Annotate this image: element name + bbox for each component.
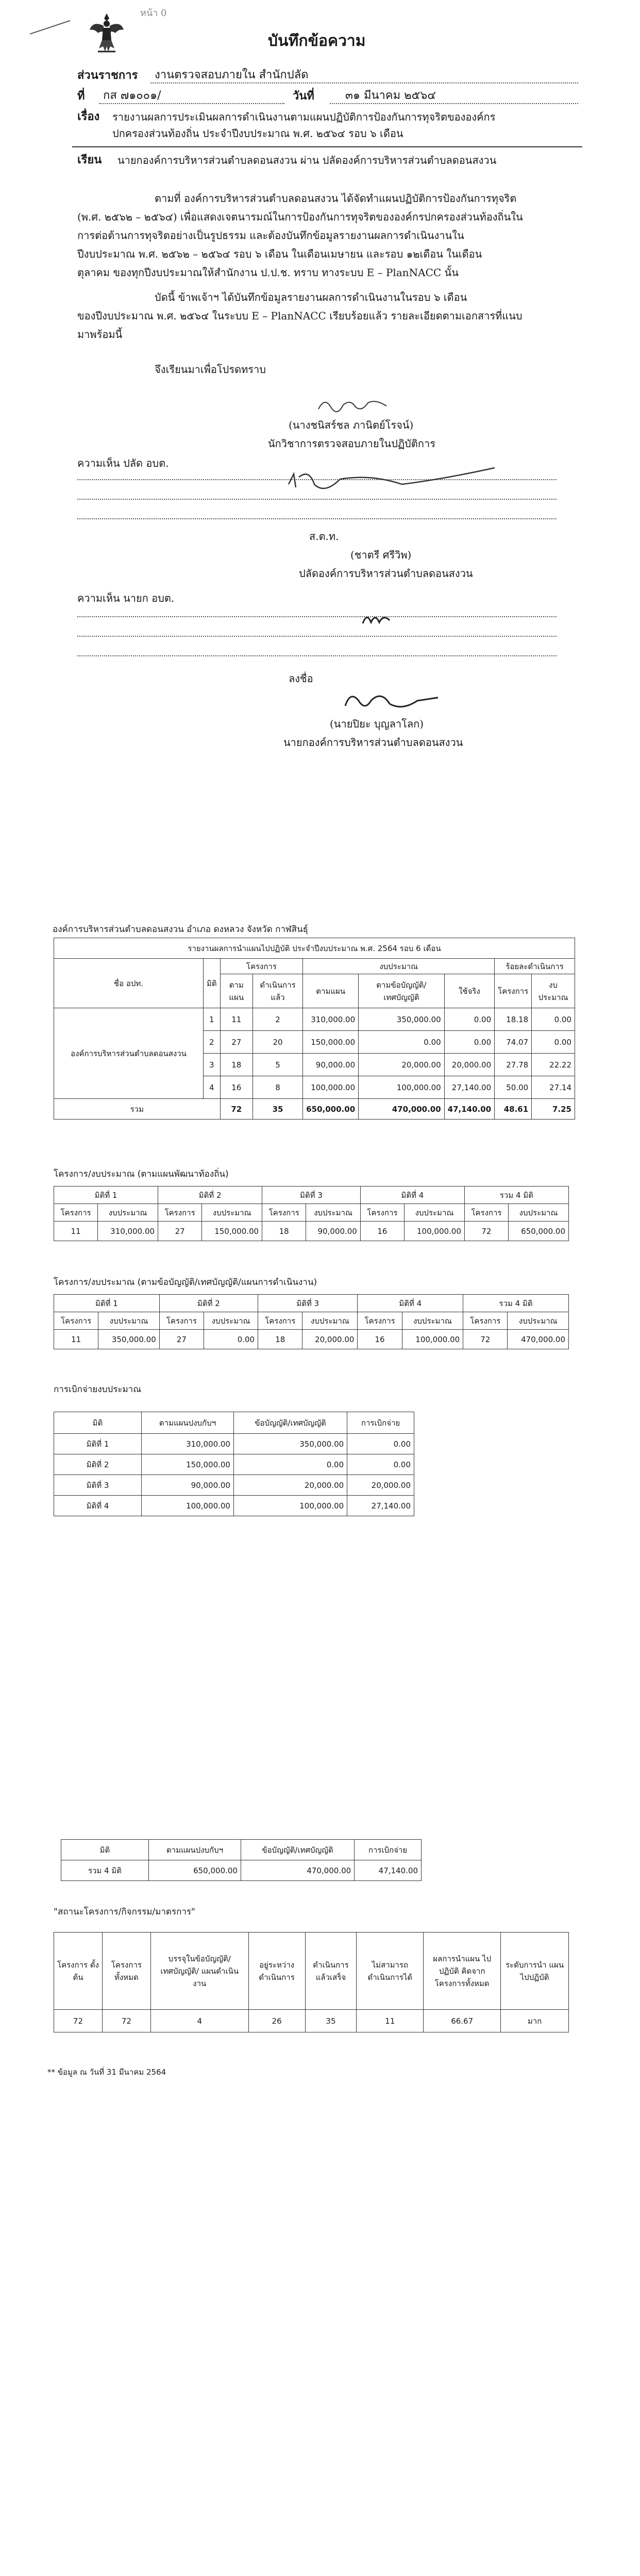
approved-table: มิติที่ 1 มิติที่ 2 มิติที่ 3 มิติที่ 4 รวม 4 มิติ โครงการ งบประมาณ โครงการ งบประมาณ โครงการ งบประมาณ โครงการ งบประมาณ โครงการ งบประมาณ 11 350,000.00 27 0.00 18 20,000.00 16 100,000.00 72 470,000.00 bbox=[54, 1294, 569, 1349]
sign-label: ลงชื่อ bbox=[289, 672, 313, 685]
table-row: 4 16 8 100,000.00 100,000.00 27,140.00 50.00 27.14 bbox=[54, 1076, 575, 1099]
ref-label: ที่ bbox=[77, 89, 85, 103]
disburse-table: มิติ ตามแผนปงบกับฯ ข้อบัญญัติ/เทศบัญญัติ การเบิกจ่าย มิติที่ 1 310,000.00 350,000.00 0.00 มิติที่ 2 150,000.00 0.00 0.00 มิติที่ 3 90,000.00 20,000.00 20,000.00 มิติที่ 4 100,000.00 100,000.00 27,140.00 bbox=[54, 1412, 414, 1516]
table-row: รวม 4 มิติ 650,000.00 470,000.00 47,140.00 bbox=[61, 1860, 422, 1881]
signature-2-icon bbox=[278, 464, 515, 510]
org-name-cell: องค์การบริหารส่วนตำบลดอนสงวน bbox=[54, 1008, 204, 1099]
plan-table: มิติที่ 1 มิติที่ 2 มิติที่ 3 มิติที่ 4 รวม 4 มิติ โครงการ งบประมาณ โครงการ งบประมาณ โครงการ งบประมาณ โครงการ งบประมาณ โครงการ งบประมาณ 11 310,000.00 27 150,000.00 18 90,000.00 16 100,000.00 72 650,000.00 bbox=[54, 1186, 569, 1241]
table-row: 72 72 4 26 35 11 66.67 มาก bbox=[54, 2010, 569, 2032]
approved-table-title: โครงการ/งบประมาณ (ตามข้อบัญญัติ/เทศบัญญัติ/แผนการดำเนินงาน) bbox=[54, 1277, 317, 1287]
para1-line-4: ปีงบประมาณ พ.ศ. ๒๕๖๒ – ๒๕๖๔ รอบ ๖ เดือน ในเดือนเมษายน และรอบ ๑๒เดือน ในเดือน bbox=[77, 248, 482, 260]
table-row: 3 18 5 90,000.00 20,000.00 20,000.00 27.78 22.22 bbox=[54, 1054, 575, 1076]
col-dim: มิติ bbox=[204, 959, 221, 1008]
col-org: ชื่อ อปท. bbox=[54, 959, 204, 1008]
col-pct-budget: งบประมาณ bbox=[532, 974, 575, 1008]
col-budget-used: ใช้จริง bbox=[444, 974, 494, 1008]
agency-label: ส่วนราชการ bbox=[77, 69, 138, 82]
plan-table-title: โครงการ/งบประมาณ (ตามแผนพัฒนาท้องถิ่น) bbox=[54, 1169, 229, 1179]
para2-line-3: มาพร้อมนี้ bbox=[77, 328, 123, 341]
para1-line-1: ตามที่ องค์การบริหารส่วนตำบลดอนสงวน ได้จัดทำแผนปฏิบัติการป้องกันการทุจริต bbox=[155, 192, 517, 205]
group-percent: ร้อยละดำเนินการ bbox=[495, 959, 575, 974]
para1-line-3: การต่อต้านการทุจริตอย่างเป็นรูปธรรม และต้องบันทึกข้อมูลรายงานผลการดำเนินงานใน bbox=[77, 229, 464, 242]
main-table-title: รายงานผลการนำแผนไปปฏิบัติ ประจำปีงบประมาณ พ.ศ. 2564 รอบ 6 เดือน bbox=[54, 938, 575, 959]
ref-value: กส ๗๑๐๐๑/ bbox=[103, 89, 161, 102]
signer3-position: นายกองค์การบริหารส่วนตำบลดอนสงวน bbox=[283, 736, 463, 749]
col-budget-approved: ตามข้อบัญญัติ/ เทศบัญญัติ bbox=[359, 974, 445, 1008]
signature-3-icon bbox=[361, 608, 392, 629]
para2-line-1: บัดนี้ ข้าพเจ้าฯ ได้บันทึกข้อมูลรายงานผลการดำเนินงานในรอบ ๖ เดือน bbox=[155, 291, 467, 303]
disburse-table-title: การเบิกจ่ายงบประมาณ bbox=[54, 1384, 141, 1395]
subject-line-2: ปกครองส่วนท้องถิ่น ประจำปีงบประมาณ พ.ศ. ๒๕๖๔ รอบ ๖ เดือน bbox=[112, 127, 403, 140]
org-header: องค์การบริหารส่วนตำบลดอนสงวน อำเภอ ดงหลวง จังหวัด กาฬสินธุ์ bbox=[53, 924, 309, 935]
table-row: 11 350,000.00 27 0.00 18 20,000.00 16 100,000.00 72 470,000.00 bbox=[54, 1330, 569, 1349]
col-plan: ตามแผน bbox=[220, 974, 252, 1008]
table-row: มิติที่ 1 310,000.00 350,000.00 0.00 bbox=[54, 1434, 414, 1454]
subject-line-1: รายงานผลการประเมินผลการดำเนินงานตามแผนปฏิบัติการป้องกันการทุจริตขององค์กร bbox=[112, 111, 496, 123]
table-row: มิติที่ 3 90,000.00 20,000.00 20,000.00 bbox=[54, 1475, 414, 1496]
main-report-table bbox=[54, 938, 575, 1120]
col-pct-project: โครงการ bbox=[495, 974, 532, 1008]
stamp-strike bbox=[30, 20, 71, 37]
table-row: 2 27 20 150,000.00 0.00 0.00 74.07 0.00 bbox=[54, 1031, 575, 1054]
table-row: มิติที่ 4 100,000.00 100,000.00 27,140.00 bbox=[54, 1496, 414, 1516]
col-done: ดำเนินการแล้ว bbox=[252, 974, 302, 1008]
group-project: โครงการ bbox=[220, 959, 303, 974]
table-row: 11 310,000.00 27 150,000.00 18 90,000.00 16 100,000.00 72 650,000.00 bbox=[54, 1222, 569, 1241]
total-disburse-table: มิติ ตามแผนปงบกับฯ ข้อบัญญัติ/เทศบัญญัติ การเบิกจ่าย รวม 4 มิติ 650,000.00 470,000.00 47,140.00 bbox=[61, 1839, 422, 1881]
para1-line-5: ตุลาคม ของทุกปีงบประมาณให้สำนักงาน ป.ป.ช. ทราบ ทางระบบ E – PlanNACC นั้น bbox=[77, 266, 459, 279]
status-table-title: "สถานะโครงการ/กิจกรรม/มาตรการ" bbox=[54, 1907, 195, 1917]
signer3-name: (นายปิยะ บุญลาโลก) bbox=[330, 718, 424, 730]
memo-page bbox=[0, 0, 640, 907]
subject-label: เรื่อง bbox=[77, 110, 100, 123]
date-value: ๓๑ มีนาคม ๒๕๖๔ bbox=[345, 89, 436, 102]
footnote: ** ข้อมูล ณ วันที่ 31 มีนาคม 2564 bbox=[47, 2067, 166, 2077]
signer1-position: นักวิชาการตรวจสอบภายในปฏิบัติการ bbox=[268, 437, 435, 450]
to-label: เรียน bbox=[77, 153, 102, 166]
signer2-prefix: ส.ต.ท. bbox=[309, 530, 339, 543]
total-row: รวม 72 35 650,000.00 470,000.00 47,140.00 48.61 7.25 bbox=[54, 1099, 575, 1120]
opinion2-label: ความเห็น นายก อบต. bbox=[77, 592, 175, 604]
col-budget-plan: ตามแผน bbox=[303, 974, 359, 1008]
group-budget: งบประมาณ bbox=[303, 959, 495, 974]
para1-line-2: (พ.ศ. ๒๕๖๒ – ๒๕๖๔) เพื่อแสดงเจตนารมณ์ในการป้องกันการทุจริตขององค์กรปกครองส่วนท้องถิ่นใน bbox=[77, 211, 523, 223]
signature-1-icon bbox=[314, 392, 392, 417]
agency-value: งานตรวจสอบภายใน สำนักปลัด bbox=[155, 69, 309, 81]
memo-title: บันทึกข้อความ bbox=[268, 32, 366, 50]
signer2-position: ปลัดองค์การบริหารส่วนตำบลดอนสงวน bbox=[299, 567, 473, 580]
table-row: องค์การบริหารส่วนตำบลดอนสงวน 1 11 2 310,000.00 350,000.00 0.00 18.18 0.00 bbox=[54, 1008, 575, 1031]
para2-line-2: ของปีงบประมาณ พ.ศ. ๒๕๖๔ ในระบบ E – PlanNACC เรียบร้อยแล้ว รายละเอียดตามเอกสารที่แนบ bbox=[77, 310, 523, 322]
to-value: นายกองค์การบริหารส่วนตำบลดอนสงวน ผ่าน ปลัดองค์การบริหารส่วนตำบลดอนสงวน bbox=[117, 154, 497, 166]
date-label: วันที่ bbox=[293, 89, 314, 103]
page-mark: หน้า 0 bbox=[140, 8, 167, 19]
signature-4-icon bbox=[340, 685, 443, 716]
signer2-name: (ชาตรี ศรีวิพ) bbox=[350, 549, 412, 561]
garuda-emblem-icon bbox=[88, 10, 126, 59]
table-row: มิติที่ 2 150,000.00 0.00 0.00 bbox=[54, 1454, 414, 1475]
signer1-name: (นางชนิสร์ชล ภานิตย์โรจน์) bbox=[289, 419, 414, 431]
closing-text: จึงเรียนมาเพื่อโปรดทราบ bbox=[155, 363, 266, 376]
opinion1-label: ความเห็น ปลัด อบต. bbox=[77, 457, 169, 469]
status-table: โครงการ ตั้งต้น โครงการ ทั้งหมด บรรจุในข้อบัญญัติ/ เทศบัญญัติ/ แผนดำเนินงาน อยู่ระหว่าง ดำเนินการ ดำเนินการ แล้วเสร็จ ไม่สามารถ ดำเนินการได้ ผลการนำแผน ไปปฏิบัติ คิดจาก โครงการทั้งหมด ระดับการนำ แผนไปปฏิบัติ 72 72 4 26 35 11 66.67 มาก bbox=[54, 1932, 569, 2032]
